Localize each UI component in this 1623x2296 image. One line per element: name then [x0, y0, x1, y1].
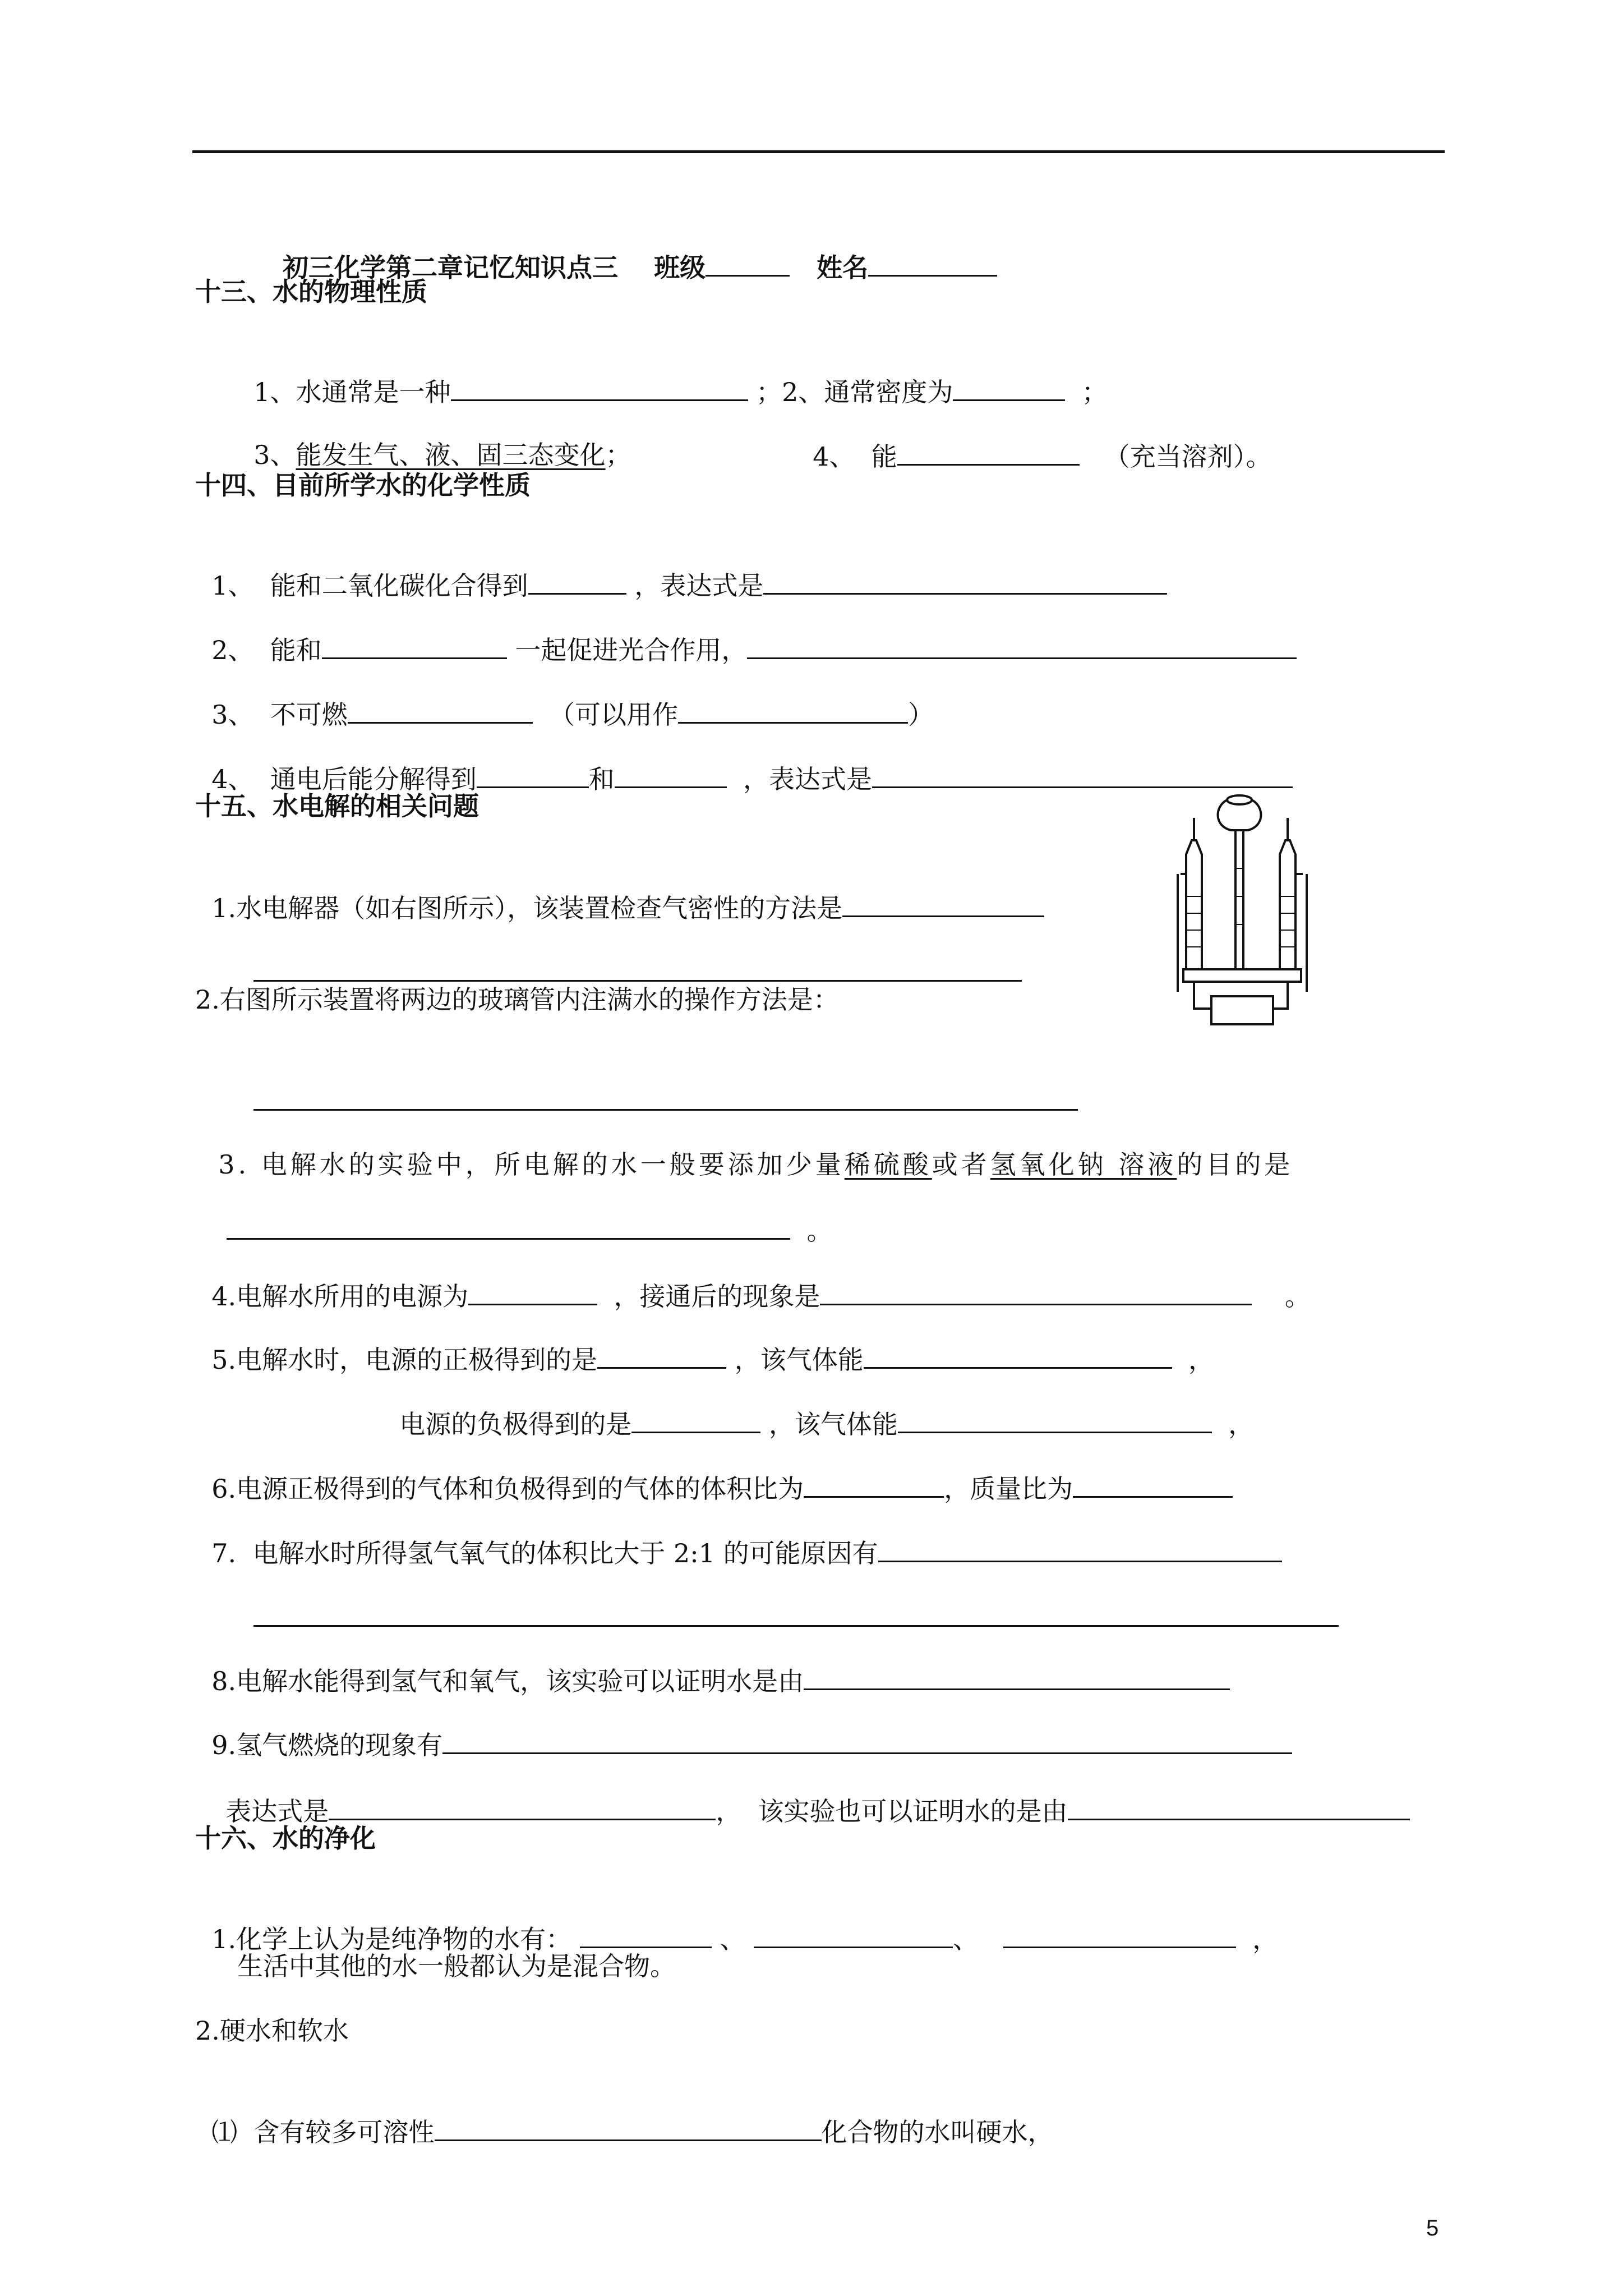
- name-label: 姓名: [817, 252, 869, 283]
- answer-blank[interactable]: [820, 1277, 1252, 1305]
- answer-blank[interactable]: [528, 566, 626, 595]
- s16-q2-1-text: ⑴ 含有较多可溶性: [211, 2117, 435, 2147]
- electrolysis-apparatus-figure: [1175, 784, 1312, 1031]
- s15-q4-period: 。: [1284, 1281, 1311, 1312]
- s15-q3-line2: [210, 1175, 833, 1249]
- answer-blank[interactable]: [1003, 1920, 1236, 1948]
- s14-item-1: [195, 530, 1167, 604]
- section-14-heading: 十四、目前所学水的化学性质: [195, 470, 531, 500]
- s15-q2: 2.右图所示装置将两边的玻璃管内注满水的操作方法是：: [195, 984, 839, 1015]
- answer-blank[interactable]: [631, 1405, 760, 1433]
- page-number: 5: [1426, 2216, 1439, 2240]
- s16-q2: 2.硬水和软水: [195, 2016, 349, 2046]
- answer-blank[interactable]: [253, 1082, 1078, 1111]
- s15-q3-or: 或者: [932, 1149, 990, 1180]
- answer-blank[interactable]: [1073, 1469, 1233, 1498]
- s13-punct: ；: [1081, 377, 1108, 407]
- answer-blank[interactable]: [442, 1726, 1292, 1754]
- s13-item-1: [237, 337, 1108, 410]
- s15-q3-period: 。: [806, 1216, 833, 1246]
- class-label: 班级: [654, 252, 706, 283]
- s16-q1-comma: ，: [1252, 1924, 1279, 1954]
- answer-blank[interactable]: [678, 695, 908, 724]
- s14-item-3-text: 3、 不可燃: [211, 700, 348, 730]
- s14-item-2-text: 2、 能和: [211, 635, 322, 665]
- s15-q6-text: 6.电源正极得到的气体和负极得到的气体的体积比为: [211, 1474, 804, 1504]
- s15-q5-comma: ，: [1188, 1345, 1215, 1375]
- s13-item-4-text: 4、 能: [813, 441, 897, 472]
- s15-q4-phenomenon: ，接通后的现象是: [614, 1281, 820, 1312]
- s15-q5-text: 5.电解水时，电源的正极得到的是: [211, 1345, 598, 1375]
- answer-blank[interactable]: [842, 889, 1044, 917]
- answer-blank[interactable]: [580, 1920, 712, 1948]
- s13-item-2-text: ；2、通常密度为: [756, 377, 953, 407]
- s13-item-3: [237, 401, 631, 473]
- answer-blank[interactable]: [615, 760, 727, 788]
- answer-blank[interactable]: [477, 760, 589, 788]
- s16-q2-1-text-b: 化合物的水叫硬水，: [821, 2117, 1054, 2147]
- s13-item-4-note: （充当溶剂）。: [1104, 441, 1272, 472]
- s14-item-1-expr-label: ，表达式是: [634, 570, 764, 601]
- s14-item-4: [195, 724, 1293, 797]
- answer-blank[interactable]: [597, 1340, 726, 1369]
- s15-q4-text: 4.电解水所用的电源为: [211, 1281, 469, 1312]
- answer-blank[interactable]: [348, 695, 533, 724]
- s15-q6-mass: ，质量比为: [944, 1474, 1073, 1504]
- s15-q8-text: 8.电解水能得到氢气和氧气，该实验可以证明水是由: [211, 1666, 804, 1696]
- answer-blank[interactable]: [253, 953, 1022, 982]
- s14-item-3-paren: ）: [908, 700, 934, 730]
- s15-q5-gas-can-2: ，该气体能: [768, 1409, 898, 1439]
- s15-q1: [195, 853, 1044, 926]
- answer-blank[interactable]: [763, 566, 1167, 595]
- s13-item-3-punct: ；: [605, 440, 631, 470]
- s15-q9-line2: [209, 1756, 1410, 1829]
- answer-blank[interactable]: [898, 1405, 1212, 1433]
- s16-q2-1: [195, 2077, 1054, 2150]
- answer-blank[interactable]: [468, 1277, 597, 1305]
- section-16-heading: 十六、水的净化: [195, 1823, 376, 1853]
- answer-blank[interactable]: [322, 631, 507, 659]
- answer-blank[interactable]: [451, 372, 748, 401]
- section-13-heading: 十三、水的物理性质: [195, 277, 427, 307]
- s14-item-2-text-b: 一起促进光合作用，: [515, 635, 748, 665]
- s15-q7-text: 7. 电解水时所得氢气氧气的体积比大于 2:1 的可能原因有: [211, 1538, 878, 1568]
- section-15-heading: 十五、水电解的相关问题: [195, 791, 479, 821]
- answer-blank[interactable]: [747, 631, 1297, 659]
- s15-q4: [195, 1241, 1311, 1314]
- answer-blank[interactable]: [253, 1598, 1339, 1627]
- s14-item-4-and: 和: [588, 764, 615, 794]
- s15-q3-base: 氢氧化钠 溶液: [990, 1149, 1177, 1180]
- s14-item-4-text: 4、 通电后能分解得到: [211, 764, 477, 794]
- answer-blank[interactable]: [953, 372, 1065, 401]
- s15-q9-text: 9.氢气燃烧的现象有: [211, 1730, 443, 1760]
- answer-blank[interactable]: [754, 1920, 953, 1948]
- s15-q5: [195, 1304, 1214, 1378]
- worksheet-title: 初三化学第二章记忆知识点三: [283, 252, 619, 283]
- answer-blank[interactable]: [864, 1340, 1172, 1369]
- s15-q2-line2: [237, 1046, 1078, 1120]
- s15-q3: [195, 1111, 1293, 1182]
- answer-blank[interactable]: [329, 1792, 716, 1820]
- answer-blank[interactable]: [897, 437, 1080, 466]
- s14-item-3-text-b: （可以用作: [549, 700, 679, 730]
- s14-item-3: [195, 659, 934, 733]
- s15-q3-purpose: 的目的是: [1177, 1149, 1294, 1180]
- s15-q6: [195, 1433, 1233, 1507]
- s16-q1-line2: 生活中其他的水一般都认为是混合物。: [237, 1951, 676, 1981]
- answer-blank[interactable]: [1068, 1792, 1410, 1820]
- answer-blank[interactable]: [435, 2113, 822, 2141]
- s15-q7: [195, 1498, 1282, 1571]
- s15-q5-gas-can: ，该气体能: [734, 1345, 864, 1375]
- s16-q1-sep: 、: [720, 1924, 746, 1954]
- s15-q5-comma-2: ，: [1228, 1409, 1255, 1439]
- s14-item-1-text: 1、 能和二氧化碳化合得到: [211, 570, 528, 601]
- s14-item-4-expr-label: ，表达式是: [743, 764, 873, 794]
- top-rule: [192, 150, 1445, 153]
- answer-blank[interactable]: [878, 1534, 1282, 1562]
- s15-q3-text: 3. 电解水的实验中，所电解的水一般要添加少量: [218, 1149, 845, 1180]
- s13-item-1-text: 1、水通常是一种: [253, 377, 451, 407]
- s13-item-4: [796, 401, 1272, 475]
- s15-q5-negative: 电源的负极得到的是: [399, 1409, 632, 1439]
- s15-q7-line2: [237, 1562, 1339, 1636]
- s15-q9: [195, 1690, 1292, 1763]
- s16-q1-text: 1.化学上认为是纯净物的水有：: [211, 1924, 572, 1954]
- answer-blank[interactable]: [804, 1469, 944, 1498]
- name-blank[interactable]: [868, 248, 997, 277]
- s15-q9-expr-label: 表达式是: [225, 1796, 329, 1826]
- s16-q1-sep-2: 、: [953, 1924, 979, 1954]
- s15-q8: [195, 1626, 1230, 1699]
- s15-q1-text: 1.水电解器（如右图所示），该装置检查气密性的方法是: [211, 893, 843, 923]
- s15-q3-acid: 稀硫酸: [844, 1149, 932, 1180]
- s15-q9-proof: ， 该实验也可以证明水的是由: [716, 1796, 1068, 1826]
- answer-blank[interactable]: [804, 1662, 1230, 1690]
- answer-blank[interactable]: [227, 1211, 790, 1240]
- s14-item-2: [195, 595, 1297, 668]
- s13-item-3-underlined: 能发生气、液、固三态变化: [296, 440, 606, 470]
- class-blank[interactable]: [706, 248, 790, 277]
- s15-q5-line2: [383, 1369, 1254, 1442]
- s16-q1: [195, 1884, 1278, 1957]
- s13-item-3-num: 3、: [253, 440, 296, 470]
- s15-q1-line2: [237, 917, 1022, 991]
